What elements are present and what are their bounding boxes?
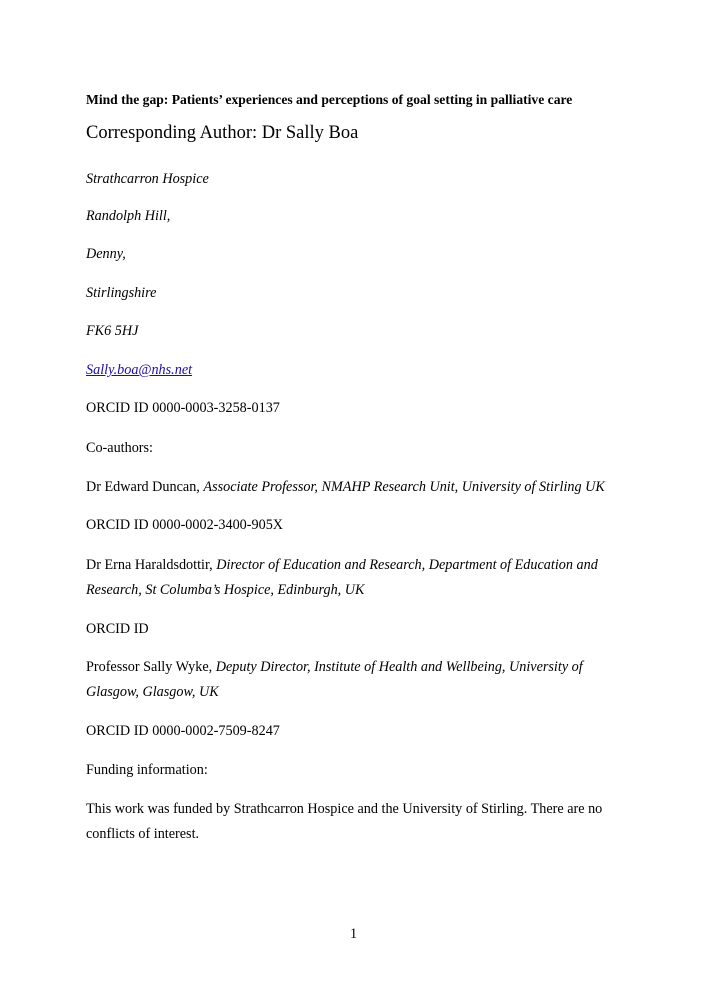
coauthor-entry bbox=[86, 556, 598, 574]
corresponding-author: Corresponding Author: Dr Sally Boa bbox=[86, 123, 359, 143]
coauthor-name: Dr Edward Duncan, bbox=[86, 479, 200, 495]
address-line: Randolph Hill, bbox=[86, 208, 171, 224]
funding-text-cont: conflicts of interest. bbox=[86, 826, 200, 842]
coauthor-entry bbox=[86, 478, 605, 496]
coauthor-affiliation: Associate Professor, NMAHP Research Unit, University of Stirling UK bbox=[203, 479, 605, 495]
funding-text: This work was funded by Strathcarron Hospice and the University of Stirling. There are no bbox=[86, 801, 603, 817]
coauthor-affiliation: Director of Education and Research, Department of Education and bbox=[216, 557, 598, 573]
coauthor-affiliation-cont: Research, St Columba’s Hospice, Edinburgh, UK bbox=[86, 582, 365, 598]
coauthor-name: Dr Erna Haraldsdottir, bbox=[86, 557, 213, 573]
postcode: FK6 5HJ bbox=[86, 323, 139, 339]
coauthor-name: Professor Sally Wyke, bbox=[86, 659, 213, 675]
orcid-main: ORCID ID 0000-0003-3258-0137 bbox=[86, 400, 280, 416]
coauthor-entry bbox=[86, 658, 583, 676]
coauthors-label: Co-authors: bbox=[86, 440, 153, 456]
coauthor-affiliation: Deputy Director, Institute of Health and Wellbeing, University of bbox=[215, 659, 583, 675]
coauthor-orcid: ORCID ID 0000-0002-7509-8247 bbox=[86, 723, 280, 739]
coauthor-orcid: ORCID ID 0000-0002-3400-905X bbox=[86, 517, 284, 533]
page-number: 1 bbox=[349, 926, 358, 942]
coauthor-affiliation-cont: Glasgow, Glasgow, UK bbox=[86, 684, 219, 700]
email-link[interactable]: Sally.boa@nhs.net bbox=[86, 362, 193, 378]
address-line: Denny, bbox=[86, 246, 126, 262]
funding-label: Funding information: bbox=[86, 762, 208, 778]
address-line: Strathcarron Hospice bbox=[86, 171, 209, 187]
paper-title: Mind the gap: Patients’ experiences and perceptions of goal setting in palliative care bbox=[86, 92, 573, 107]
coauthor-orcid: ORCID ID bbox=[86, 621, 149, 637]
address-line: Stirlingshire bbox=[86, 285, 157, 301]
